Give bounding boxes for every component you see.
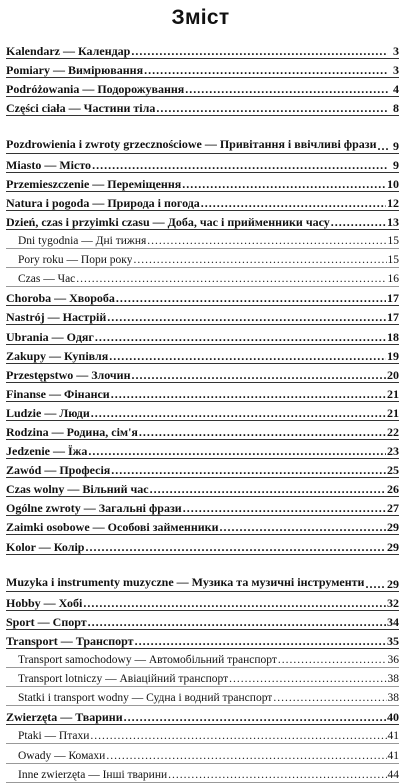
toc-entry[interactable] — [6, 421, 399, 440]
page-title: Зміст — [171, 6, 230, 29]
toc-entry[interactable] — [6, 40, 399, 59]
toc-entry[interactable] — [6, 402, 399, 421]
toc-entry[interactable] — [6, 497, 399, 516]
toc-entry-title: Jedzenie — Їжа — [6, 445, 88, 459]
toc-subentry[interactable] — [6, 230, 399, 249]
toc-entry-title: Natura i pogoda — Природа і погода — [6, 196, 200, 210]
toc-page-number: 9 — [393, 138, 399, 153]
toc-entry[interactable] — [6, 97, 399, 116]
toc-entry-title: Kolor — Колір — [6, 540, 85, 554]
dot-leader — [201, 197, 386, 210]
toc-page-number: 38 — [387, 673, 399, 686]
toc-entry-title: Zawód — Професія — [6, 464, 111, 478]
toc-page-number: 3 — [393, 44, 399, 59]
toc-entry[interactable] — [6, 440, 399, 459]
toc-subentry[interactable] — [6, 744, 399, 763]
toc-page-number: 18 — [387, 329, 399, 344]
dot-leader — [331, 216, 386, 229]
toc-subentry[interactable] — [6, 649, 399, 668]
toc-page-number: 41 — [387, 730, 399, 743]
toc-page-number: 22 — [387, 424, 399, 439]
toc-entry[interactable] — [6, 516, 399, 535]
toc-entry[interactable] — [6, 345, 399, 364]
toc-page-number: 15 — [387, 235, 399, 248]
toc-entry[interactable] — [6, 630, 399, 649]
dot-leader — [185, 83, 388, 96]
toc-entry[interactable] — [6, 154, 399, 173]
toc-entry[interactable] — [6, 59, 399, 78]
toc-entry[interactable] — [6, 78, 399, 97]
toc-page-number: 21 — [387, 386, 399, 401]
toc-entry-title: Zakupy — Купівля — [6, 349, 109, 363]
toc-page-number: 29 — [387, 520, 399, 535]
dot-leader — [88, 445, 386, 458]
toc-page-number: 32 — [387, 595, 399, 610]
dot-leader — [132, 369, 387, 382]
toc-page-number: 29 — [387, 576, 399, 591]
dot-leader — [278, 654, 387, 667]
toc-entry-title: Choroba — Хвороба — [6, 292, 115, 306]
dot-leader — [116, 292, 386, 305]
toc-page-number: 29 — [387, 539, 399, 554]
toc-entry-title: Finanse — Фінанси — [6, 387, 110, 401]
toc-entry[interactable] — [6, 211, 399, 230]
toc-entry-title: Miasto — Місто — [6, 158, 92, 172]
toc-entry-title: Nastrój — Настрій — [6, 311, 107, 325]
toc-page-number: 27 — [387, 501, 399, 516]
dot-leader — [107, 311, 386, 324]
toc-entry-title: Podróżowania — Подорожування — [6, 83, 185, 97]
toc-page-number: 20 — [387, 367, 399, 382]
toc-page-number: 12 — [387, 195, 399, 210]
toc-entry[interactable] — [6, 173, 399, 192]
dot-leader — [182, 178, 386, 191]
toc-entry[interactable] — [6, 611, 399, 630]
toc-entry-title: Transport samochodowy — Автомобільний транспорт — [18, 654, 277, 667]
dot-leader — [88, 616, 386, 629]
toc-page-number: 40 — [387, 710, 399, 725]
toc-entry[interactable] — [6, 706, 399, 725]
dot-leader — [229, 673, 386, 686]
toc-entry[interactable] — [6, 325, 399, 344]
toc-entry[interactable] — [6, 364, 399, 383]
toc-entry-title: Inne zwierzęta — Інші тварини — [18, 768, 168, 781]
toc-entry[interactable] — [6, 192, 399, 211]
dot-leader — [273, 692, 386, 705]
toc-page-number: 17 — [387, 310, 399, 325]
dot-leader — [92, 159, 388, 172]
dot-leader — [91, 407, 386, 420]
dot-leader — [220, 521, 386, 534]
toc-page-number: 8 — [393, 101, 399, 116]
toc-subentry[interactable] — [6, 764, 399, 783]
toc-page-number: 9 — [393, 157, 399, 172]
toc-entry-title: Owady — Комахи — [18, 749, 106, 762]
toc-page-number: 3 — [393, 63, 399, 78]
dot-leader — [139, 426, 386, 439]
toc-page-number: 4 — [393, 82, 399, 97]
dot-leader — [111, 464, 386, 477]
toc-entry-title: Zwierzęta — Тварини — [6, 711, 123, 725]
toc-page-number: 19 — [387, 348, 399, 363]
dot-leader — [90, 730, 386, 743]
dot-leader — [83, 597, 386, 610]
toc-page-number: 44 — [387, 768, 399, 781]
toc-page-number: 10 — [387, 176, 399, 191]
dot-leader — [378, 140, 389, 153]
toc-entry-title: Czas wolny — Вільний час — [6, 483, 149, 497]
toc-entry-title: Sport — Спорт — [6, 615, 87, 629]
dot-leader — [131, 45, 388, 58]
toc-entry[interactable] — [6, 535, 399, 554]
dot-leader — [135, 635, 386, 648]
toc-subentry[interactable] — [6, 725, 399, 744]
toc-entry-title: Ubrania — Одяг — [6, 330, 94, 344]
toc-entry-title: Pomiary — Вимірювання — [6, 64, 144, 78]
toc-entry-title: Muzyka i instrumenty muzyczne — Музика та музичні інструменти — [6, 574, 365, 589]
dot-leader — [150, 483, 386, 496]
toc-page-number: 34 — [387, 614, 399, 629]
toc-entry[interactable] — [6, 592, 399, 611]
toc-subentry[interactable] — [6, 668, 399, 687]
toc-entry-title: Transport lotniczy — Авіаційний транспорт — [18, 673, 229, 686]
toc-entry-title: Ogólne zwroty — Загальні фрази — [6, 502, 182, 516]
toc-page-number: 23 — [387, 444, 399, 459]
toc-entry[interactable] — [6, 116, 399, 153]
toc-entry[interactable] — [6, 287, 399, 306]
toc-page-number: 15 — [387, 254, 399, 267]
toc-entry-title: Pozdrowienia i zwroty grzecznościowe — Привітання і ввічливі фрази — [6, 136, 377, 151]
dot-leader — [109, 350, 386, 363]
toc-page-number: 25 — [387, 463, 399, 478]
toc-entry-title: Dzień, czas i przyimki czasu — Доба, час і прийменники часу — [6, 215, 330, 229]
toc-entry[interactable] — [6, 555, 399, 592]
toc-entry-title: Rodzina — Родина, сім'я — [6, 425, 138, 439]
dot-leader — [76, 273, 386, 286]
dot-leader — [111, 388, 386, 401]
toc-page-number: 21 — [387, 405, 399, 420]
dot-leader — [168, 769, 386, 782]
toc-page-number: 35 — [387, 634, 399, 648]
toc-entry[interactable] — [6, 478, 399, 497]
toc-entry-title: Dni tygodnia — Дні тижня — [18, 235, 147, 248]
toc-entry-title: Statki i transport wodny — Судна і водний транспорт — [18, 692, 273, 705]
dot-leader — [183, 502, 386, 515]
dot-leader — [147, 235, 386, 248]
toc-page-number: 36 — [387, 654, 399, 667]
toc-entry-title: Zaimki osobowe — Особові займенники — [6, 521, 219, 535]
toc-entry[interactable] — [6, 383, 399, 402]
toc-entry-title: Ptaki — Птахи — [18, 730, 90, 743]
toc-entry-title: Hobby — Хобі — [6, 596, 83, 610]
toc-page-number: 16 — [387, 273, 399, 286]
dot-leader — [156, 102, 388, 115]
toc-entry-title: Ludzie — Люди — [6, 406, 90, 420]
toc-page-number: 13 — [387, 214, 399, 229]
dot-leader — [95, 331, 386, 344]
toc-entry-title: Przemieszczenie — Переміщення — [6, 177, 182, 191]
toc-entry-title: Transport — Транспорт — [6, 635, 134, 648]
dot-leader — [85, 541, 386, 554]
toc-subentry[interactable] — [6, 687, 399, 706]
dot-leader — [133, 254, 386, 267]
toc-entry-title: Przestępstwo — Злочин — [6, 368, 131, 382]
toc-entry[interactable] — [6, 459, 399, 478]
toc-entry-title: Pory roku — Пори року — [18, 254, 133, 267]
toc-subentry[interactable] — [6, 268, 399, 287]
dot-leader — [365, 578, 386, 591]
dot-leader — [144, 64, 388, 77]
toc-page-number: 17 — [387, 291, 399, 306]
dot-leader — [124, 711, 386, 724]
toc-entry-title: Części ciała — Частини тіла — [6, 102, 156, 116]
table-of-contents — [6, 40, 399, 783]
toc-page-number: 38 — [387, 692, 399, 705]
toc-entry-title: Czas — Час — [18, 273, 76, 286]
toc-entry[interactable] — [6, 306, 399, 325]
toc-entry-title: Kalendarz — Календар — [6, 45, 131, 59]
toc-subentry[interactable] — [6, 249, 399, 268]
toc-page-number: 26 — [387, 482, 399, 497]
dot-leader — [106, 750, 386, 763]
toc-page-number: 41 — [387, 749, 399, 762]
